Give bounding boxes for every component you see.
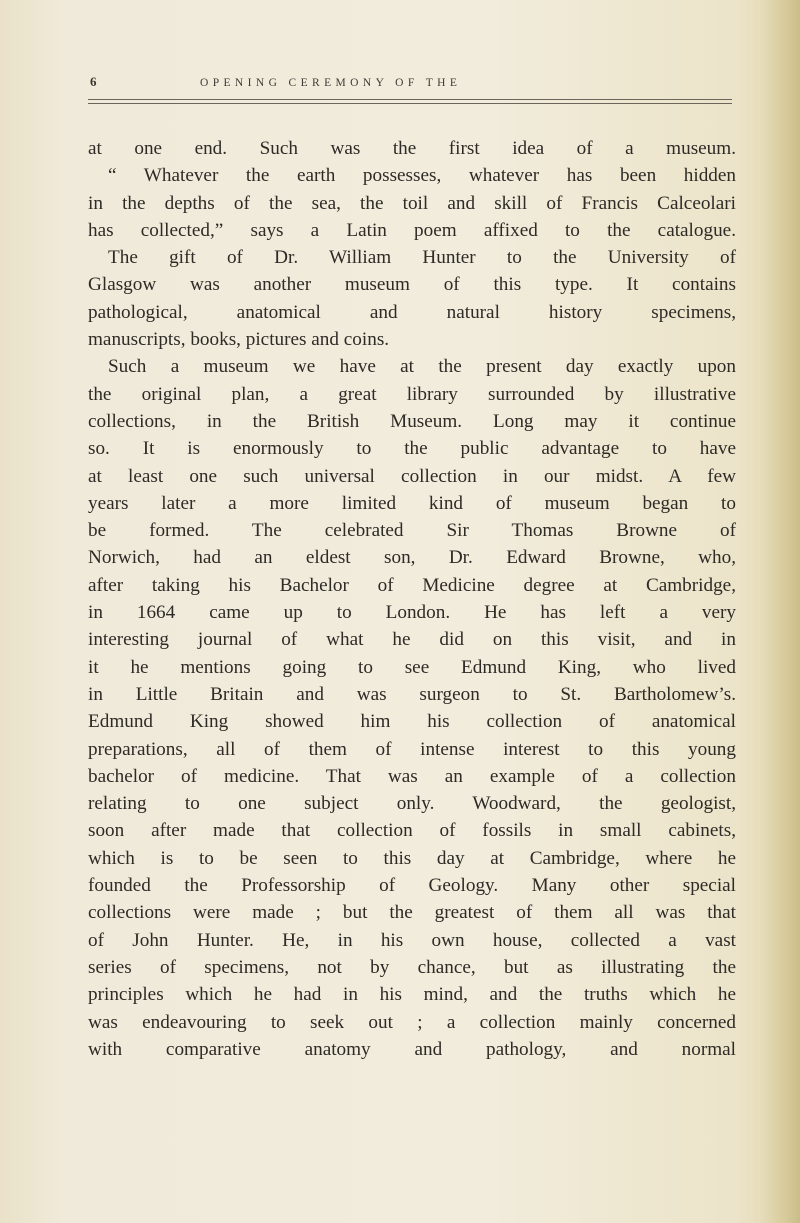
text-line: collections, in the British Museum. Long may it continue bbox=[88, 410, 736, 432]
page-number: 6 bbox=[90, 74, 97, 89]
text-line: interesting journal of what he did on this visit, and in bbox=[88, 629, 736, 651]
text-line: founded the Professorship of Geology. Many other special bbox=[88, 875, 736, 897]
text-line: in 1664 came up to London. He has left a very bbox=[88, 602, 736, 624]
text-line: Such a museum we have at the present day exactly upon bbox=[108, 356, 736, 378]
text-line: preparations, all of them of intense interest to this young bbox=[88, 738, 736, 760]
text-line: so. It is enormously to the public advantage to have bbox=[88, 438, 736, 460]
text-line: the original plan, a great library surrounded by illustrative bbox=[88, 383, 736, 405]
header-rule-top bbox=[88, 99, 732, 100]
text-line: The gift of Dr. William Hunter to the University of bbox=[108, 247, 736, 269]
text-line: of John Hunter. He, in his own house, collected a vast bbox=[88, 929, 736, 951]
text-line: series of specimens, not by chance, but as illustrating the bbox=[88, 956, 736, 978]
text-line: manuscripts, books, pictures and coins. bbox=[88, 329, 390, 351]
text-line: it he mentions going to see Edmund King, who lived bbox=[88, 656, 736, 678]
running-head bbox=[90, 74, 730, 96]
text-line: soon after made that collection of fossils in small cabinets, bbox=[88, 820, 736, 842]
running-title: OPENING CEREMONY OF THE bbox=[200, 77, 462, 89]
text-line: collections were made ; but the greatest of them all was that bbox=[88, 902, 736, 924]
text-line: be formed. The celebrated Sir Thomas Browne of bbox=[88, 520, 736, 542]
text-line: pathological, anatomical and natural history specimens, bbox=[88, 301, 736, 323]
text-line: relating to one subject only. Woodward, the geologist, bbox=[88, 793, 736, 815]
text-line: in the depths of the sea, the toil and skill of Francis Calceolari bbox=[88, 192, 736, 214]
text-line: bachelor of medicine. That was an example of a collection bbox=[88, 765, 736, 787]
text-line: “ Whatever the earth possesses, whatever has been hidden bbox=[108, 165, 736, 187]
body-text bbox=[88, 135, 736, 1063]
text-line: has collected,” says a Latin poem affixed to the catalogue. bbox=[88, 219, 736, 241]
text-line: principles which he had in his mind, and the truths which he bbox=[88, 984, 736, 1006]
text-line: Norwich, had an eldest son, Dr. Edward Browne, who, bbox=[88, 547, 736, 569]
header-rule-bottom bbox=[88, 103, 732, 104]
text-line: years later a more limited kind of museum began to bbox=[88, 492, 736, 514]
text-line: Glasgow was another museum of this type. It contains bbox=[88, 274, 736, 296]
text-line: with comparative anatomy and pathology, and normal bbox=[88, 1038, 736, 1060]
text-line: was endeavouring to seek out ; a collection mainly concerned bbox=[88, 1011, 736, 1033]
text-line: after taking his Bachelor of Medicine degree at Cambridge, bbox=[88, 574, 736, 596]
text-line: at least one such universal collection in our midst. A few bbox=[88, 465, 736, 487]
text-line: which is to be seen to this day at Cambridge, where he bbox=[88, 847, 736, 869]
text-line: in Little Britain and was surgeon to St. Bartholomew’s. bbox=[88, 683, 736, 705]
page-edge-stain bbox=[760, 0, 800, 1223]
text-line: Edmund King showed him his collection of anatomical bbox=[88, 711, 736, 733]
text-line: at one end. Such was the first idea of a museum. bbox=[88, 138, 736, 159]
